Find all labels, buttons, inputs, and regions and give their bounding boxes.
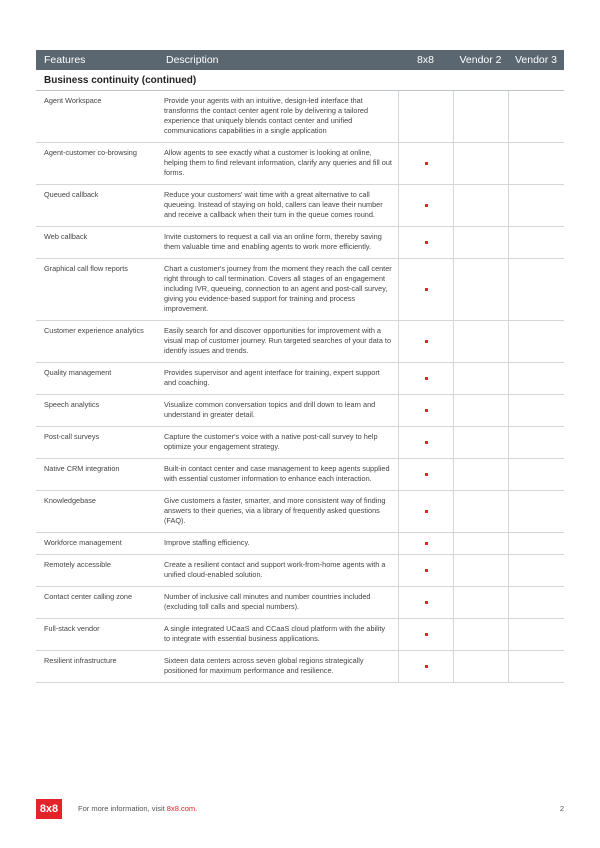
cell-vendor-3	[508, 143, 564, 184]
cell-vendor-3	[508, 555, 564, 586]
cell-vendor-3	[508, 533, 564, 554]
row-feature: Native CRM integration	[44, 464, 120, 473]
check-mark-icon	[425, 542, 428, 545]
row-description: Improve staffing efficiency.	[164, 538, 250, 547]
cell-vendor-2	[453, 555, 508, 586]
table-body	[36, 91, 564, 683]
cell-vendor-3	[508, 619, 564, 650]
row-feature: Speech analytics	[44, 400, 100, 409]
table-row	[36, 227, 564, 259]
row-description: Chart a customer's journey from the moment they reach the call center right through to call termination. Covers all stages of an engagement including IVR, queueing, connection to an agent and post-call survey, giving you evidence-based support for training and process improvement.	[164, 264, 392, 313]
check-mark-icon	[425, 162, 428, 165]
footer-label: For more information, visit	[78, 804, 167, 813]
cell-vendor-2	[453, 533, 508, 554]
row-feature: Full-stack vendor	[44, 624, 100, 633]
cell-8x8	[398, 259, 453, 320]
cell-vendor-3	[508, 363, 564, 394]
cell-vendor-2	[453, 427, 508, 458]
row-description: Easily search for and discover opportunities for improvement with a visual map of customer journey. Run targeted searches of your data to identify issues and trends.	[164, 326, 391, 355]
row-feature: Resilient infrastructure	[44, 656, 117, 665]
check-mark-icon	[425, 241, 428, 244]
check-mark-icon	[425, 473, 428, 476]
cell-8x8	[398, 227, 453, 258]
footer-text	[78, 804, 197, 813]
cell-8x8	[398, 143, 453, 184]
comparison-table	[36, 50, 564, 683]
row-feature: Quality management	[44, 368, 112, 377]
cell-vendor-3	[508, 395, 564, 426]
cell-vendor-3	[508, 185, 564, 226]
cell-vendor-2	[453, 227, 508, 258]
row-description: Invite customers to request a call via an online form, thereby saving them valuable time and enabling agents to work more efficiently.	[164, 232, 382, 251]
table-row	[36, 363, 564, 395]
row-description: A single integrated UCaaS and CCaaS cloud platform with the ability to integrate with essential business applications.	[164, 624, 386, 643]
check-mark-icon	[425, 288, 428, 291]
row-feature: Workforce management	[44, 538, 122, 547]
cell-vendor-3	[508, 459, 564, 490]
cell-vendor-3	[508, 259, 564, 320]
row-description: Number of inclusive call minutes and number countries included (excluding toll calls and special numbers).	[164, 592, 371, 611]
row-description: Sixteen data centers across seven global regions strategically positioned for maximum performance and resilience.	[164, 656, 364, 675]
check-mark-icon	[425, 340, 428, 343]
cell-vendor-3	[508, 91, 564, 142]
table-header	[36, 50, 564, 70]
table-row	[36, 555, 564, 587]
table-row	[36, 259, 564, 321]
header-vendor-3: Vendor 3	[514, 54, 558, 66]
row-feature: Knowledgebase	[44, 496, 96, 505]
cell-vendor-2	[453, 491, 508, 532]
brand-logo: 8x8	[36, 799, 62, 819]
row-description: Give customers a faster, smarter, and more consistent way of finding answers to their queries, via a library of frequently asked questions (FAQ).	[164, 496, 386, 525]
row-feature: Graphical call flow reports	[44, 264, 128, 273]
section-title: Business continuity (continued)	[36, 70, 564, 91]
row-description: Create a resilient contact and support work-from-home agents with a unified cloud-enabled solution.	[164, 560, 386, 579]
cell-8x8	[398, 555, 453, 586]
table-row	[36, 143, 564, 185]
check-mark-icon	[425, 510, 428, 513]
cell-vendor-2	[453, 395, 508, 426]
table-row	[36, 533, 564, 555]
cell-vendor-3	[508, 491, 564, 532]
row-feature: Remotely accessible	[44, 560, 111, 569]
table-row	[36, 619, 564, 651]
table-row	[36, 395, 564, 427]
check-mark-icon	[425, 204, 428, 207]
header-features: Features	[44, 54, 86, 66]
cell-8x8	[398, 363, 453, 394]
cell-8x8	[398, 91, 453, 142]
cell-vendor-2	[453, 651, 508, 682]
header-description: Description	[166, 54, 219, 66]
table-row	[36, 321, 564, 363]
cell-8x8	[398, 185, 453, 226]
table-row	[36, 587, 564, 619]
row-description: Allow agents to see exactly what a customer is looking at online, helping them to find relevant information, clarify any queries and fill out forms.	[164, 148, 392, 177]
cell-8x8	[398, 459, 453, 490]
page-footer	[36, 799, 564, 819]
header-vendor-8x8: 8x8	[417, 54, 434, 66]
table-row	[36, 185, 564, 227]
header-vendor-2: Vendor 2	[459, 54, 502, 66]
cell-vendor-2	[453, 587, 508, 618]
check-mark-icon	[425, 409, 428, 412]
row-description: Provides supervisor and agent interface for training, expert support and coaching.	[164, 368, 380, 387]
row-description: Built-in contact center and case management to keep agents supplied with essential customer information to enhance each interaction.	[164, 464, 390, 483]
cell-vendor-3	[508, 587, 564, 618]
cell-8x8	[398, 321, 453, 362]
row-feature: Queued callback	[44, 190, 99, 199]
cell-vendor-2	[453, 91, 508, 142]
cell-8x8	[398, 491, 453, 532]
row-feature: Web callback	[44, 232, 88, 241]
table-row	[36, 651, 564, 683]
cell-vendor-3	[508, 651, 564, 682]
row-feature: Contact center calling zone	[44, 592, 133, 601]
cell-vendor-2	[453, 259, 508, 320]
check-mark-icon	[425, 601, 428, 604]
cell-vendor-2	[453, 619, 508, 650]
cell-vendor-2	[453, 143, 508, 184]
cell-vendor-2	[453, 459, 508, 490]
check-mark-icon	[425, 377, 428, 380]
row-description: Reduce your customers' wait time with a great alternative to call queueing. Instead of staying on hold, callers can leave their number and receive a callback when their turn in the queue comes round.	[164, 190, 383, 219]
cell-8x8	[398, 533, 453, 554]
row-description: Provide your agents with an intuitive, design-led interface that transforms the contact center agent role by delivering a tailored experience that uniquely blends contact center and unified communications capabilities in a single application	[164, 96, 369, 135]
cell-vendor-2	[453, 363, 508, 394]
check-mark-icon	[425, 665, 428, 668]
row-description: Capture the customer's voice with a native post-call survey to help optimize your engagement strategy.	[164, 432, 378, 451]
row-description: Visualize common conversation topics and drill down to learn and understand in greater detail.	[164, 400, 376, 419]
footer-link[interactable]: 8x8.com.	[166, 804, 198, 813]
row-feature: Post-call surveys	[44, 432, 100, 441]
cell-8x8	[398, 619, 453, 650]
cell-8x8	[398, 587, 453, 618]
cell-8x8	[398, 395, 453, 426]
cell-vendor-2	[453, 321, 508, 362]
row-feature: Agent Workspace	[44, 96, 102, 105]
row-feature: Agent-customer co-browsing	[44, 148, 137, 157]
check-mark-icon	[425, 441, 428, 444]
cell-8x8	[398, 427, 453, 458]
table-row	[36, 491, 564, 533]
table-row	[36, 91, 564, 143]
check-mark-icon	[425, 569, 428, 572]
table-row	[36, 459, 564, 491]
cell-vendor-3	[508, 427, 564, 458]
cell-vendor-3	[508, 321, 564, 362]
page-number: 2	[559, 804, 564, 813]
row-feature: Customer experience analytics	[44, 326, 144, 335]
check-mark-icon	[425, 633, 428, 636]
cell-8x8	[398, 651, 453, 682]
cell-vendor-3	[508, 227, 564, 258]
cell-vendor-2	[453, 185, 508, 226]
table-row	[36, 427, 564, 459]
